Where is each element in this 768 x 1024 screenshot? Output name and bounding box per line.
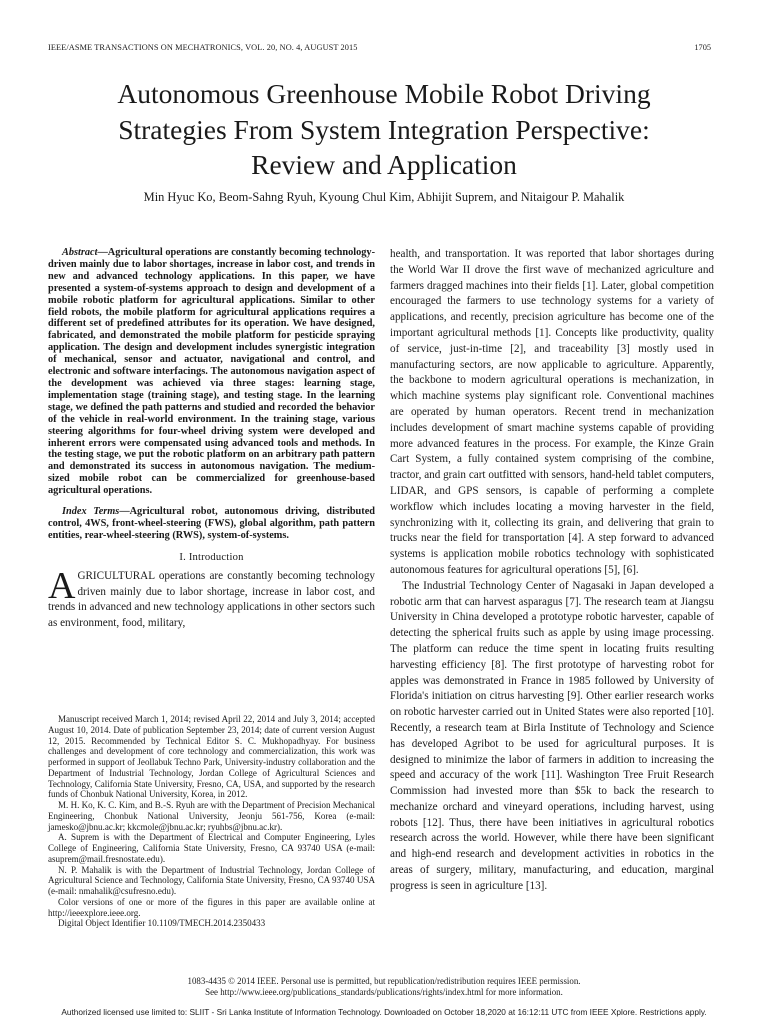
index-terms-text: —Agricultural robot, autonomous driving, distributed control, 4WS, front-wheel-steering (FWS), global algorithm, path pattern entities, rear-wheel-steering (RWS), system-of-systems. — [48, 506, 376, 541]
left-column — [48, 247, 375, 632]
footnote-item: N. P. Mahalik is with the Department of Industrial Technology, Jordan College of Agricultural Science and Technology, California State University, Fresno, CA 93740 USA (e-mail: nmahalik@csufresno.edu). — [48, 864, 375, 896]
running-header: IEEE/ASME TRANSACTIONS ON MECHATRONICS, VOL. 20, NO. 4, AUGUST 2015 — [48, 43, 358, 52]
footnote-item: A. Suprem is with the Department of Electrical and Computer Engineering, Lyles College of Engineering, California State University, Fresno, CA 93740 USA (e-mail: asuprem@mail.fresnostate.edu). — [48, 832, 375, 864]
abstract-label: Abstract — [62, 247, 98, 258]
right-column — [390, 247, 714, 895]
index-terms-label: Index Terms — [62, 506, 120, 518]
author-list: Min Hyuc Ko, Beom-Sahng Ryuh, Kyoung Chul Kim, Abhijit Suprem, and Nitaigour P. Mahalik — [143, 190, 625, 204]
abstract-text: —Agricultural operations are constantly becoming technology-driven mainly due to labor shortages, increase in labor cost, and trends in new and advanced technology applications. In this paper, we have presented a system-of-systems approach to design and development of a mobile robotic platform for agricultural applications. Similar to other field robots, the mobile platform for agricultural applications requires a different set of predefined attributes for its operation. We have designed, fabricated, and demonstrated the mobile platform for pesticide spraying application. The design and development includes synergistic integration of mechanical, sensor and actuator, navigational and control, and electronic and software interfacings. The autonomous navigation aspect of the development was achieved via three stages: learning stage, implementation stage (training stage), and testing stage. In the learning stage, we defined the path patterns and studied and recorded the behavior of the vehicle in real-world environment. In the training stage, various steering algorithms for four-wheel driving system were developed and inherent errors were compensated using advanced tools and methods. In the testing stage, we put the robotic platform on an arbitrary path pattern and demonstrated its success in autonomous navigation. The medium-sized mobile robot can be commercialized for greenhouse-based agricultural operations. — [48, 247, 375, 497]
footnotes — [48, 714, 375, 929]
footnote-item: M. H. Ko, K. C. Kim, and B.-S. Ryuh are with the Department of Precision Mechanical Engineering, Chonbuk National University, Jeonju 561-756, Korea (e-mail: jamesko@jbnu.ac.kr; kkcmole@jbnu.ac.kr; ryuhbs@jbnu.ac.kr). — [48, 800, 375, 832]
title-line: Autonomous Greenhouse Mobile Robot Driving — [117, 78, 651, 109]
title-line: Review and Application — [251, 149, 517, 180]
footnote-item: Color versions of one or more of the figures in this paper are available online at http://ieeexplore.ieee.org. — [48, 896, 375, 918]
footnote-item: Digital Object Identifier 10.1109/TMECH.2014.2350433 — [58, 918, 266, 929]
body-paragraph: health, and transportation. It was reported that labor shortages during the World War II drove the first wave of mechanized agriculture and farmers dragged machines into their fields [1]. Later, global competition encouraged the farmers to use technology systems for a variety of applications, and recently, precision agriculture has become one of the important agricultural methods [1]. Concepts like productivity, quality of service, just-in-time [2], and traceability [3] mostly used in manufacturing sectors, are now applicable to agriculture. Apparently, the backbone to modern agricultural operations is mechanization, in which machine systems play significant role. Conventional machines are operated by human operators. Recent trend in mechanization includes development of smart machine systems capable of providing more advanced features in the process. For example, the Kinze Grain Cart System, a fully contained system comprising of the combine, tractor, and grain cart outfitted with sensors, hand-held tablet computers, LIDAR, and GPS sensors, is capable of performing a complete workflow which includes locating a moving harvester in the field, synchronizing with it, collecting its grain, and delivering that grain to trucks near the field for transportation [4]. A step forward to advanced systems is application mobile robotics technology with sophisticated autonomous features for agricultural operations [5], [6]. — [390, 248, 714, 576]
section-heading: I. Introduction — [179, 551, 244, 563]
copyright-line: See http://www.ieee.org/publications_standards/publications/rights/index.html for more information. — [205, 987, 563, 997]
license-notice: Authorized licensed use limited to: SLIIT - Sri Lanka Institute of Information Technology. Downloaded on October 18,2020 at 16:12:11 UTC from IEEE Xplore. Restrictions apply. — [61, 1007, 707, 1017]
intro-paragraph: AGRICULTURAL operations are constantly becoming technology driven mainly due to labor shortage, increase in labor cost, and trends in advanced and new technology applications in other sectors such as environment, food, military, — [48, 564, 375, 630]
abstract — [48, 247, 375, 497]
footnote-item: Manuscript received March 1, 2014; revised April 22, 2014 and July 3, 2014; accepted August 10, 2014. Date of publication September 23, 2014; date of current version August 12, 2015. Recommended by Technical Editor S. C. Mukhopadhyay. For business challenges and development of core technology and commercialization, this work was performed in support of Jeollabuk Techno Park, University-industry collaboration and the Department of Industrial Technology, Jordan College of Agricultural Sciences and Technology, California State University, Fresno, CA, USA, and supported by the research funds of Chonbuk National University, Korea, in 2012. — [48, 714, 375, 800]
index-terms — [48, 506, 375, 542]
copyright-notice — [0, 976, 768, 998]
copyright-line: 1083-4435 © 2014 IEEE. Personal use is permitted, but republication/redistribution requires IEEE permission. — [187, 976, 581, 986]
title-line: Strategies From System Integration Perspective: — [118, 113, 650, 145]
page-number: 1705 — [694, 43, 711, 52]
body-paragraph: The Industrial Technology Center of Nagasaki in Japan developed a robotic arm that can harvest asparagus [7]. The research team at Jiangsu University in China developed a prototype robotic harvester, capable of detecting the spherical fruits such as apple by using image processing. The platform can reduce the time spent in locating fruits resulting harvesting efficiency [8]. The first prototype of harvesting robot for apples was demonstrated in France in 1985 followed by University of Florida's initiation on citrus harvesting [9]. Other earlier research works on robotic harvester carried out in United States were also reported [10]. Recently, a research team at Birla Institute of Technology and Science has developed Agribot to be used for agricultural purposes. It is designed to minimize the labor of farmers in addition to increasing the speed and accuracy of the work [11]. Washington Tree Fruit Research Commission had invested more than $5k to back the research to mechanize orchard and vineyard operations, including harvest, using robots [12]. Thus, there have been initiatives in agricultural robotics research across the world. However, while there have been significant and high-end research and development activities in robotics in the areas of surgery, military, manufacturing, and education, marginal progress is seen in agriculture [13]. — [390, 579, 714, 892]
paper-title — [40, 76, 728, 183]
